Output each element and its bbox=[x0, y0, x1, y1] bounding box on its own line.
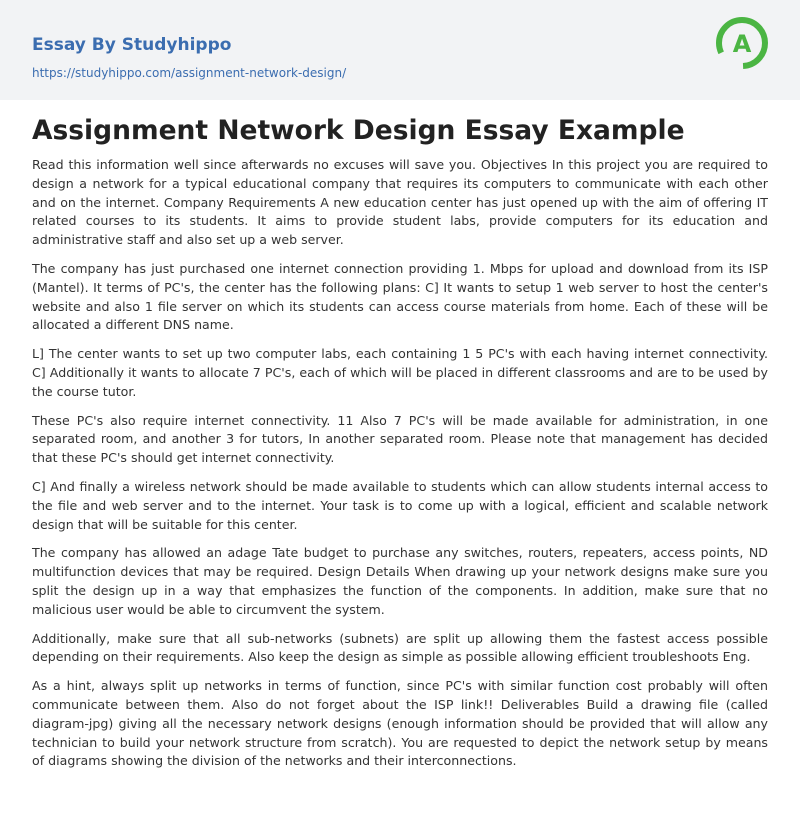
logo-letter: A bbox=[732, 30, 752, 58]
article-paragraph: C] And finally a wireless network should be made available to students which can allow students internal access to the file and web server and to the internet. Your task is to come up with a logical, efficient and scalable network design that will be suitable for this center. bbox=[32, 478, 768, 532]
article-paragraph: L] The center wants to set up two computer labs, each containing 1 5 PC's with each having internet connectivity. C] Additionally it wants to allocate 7 PC's, each of which will be placed in different classrooms and are to be used by the course tutor. bbox=[32, 346, 768, 399]
article-paragraph: The company has just purchased one internet connection providing 1. Mbps for upload and download from its ISP (Mantel). It terms of PC's, the center has the following plans: C] It wants to setup 1 web server to host the center's website and also 1 file server on which its students can access course materials from home. Each of these will be allocated a different DNS name. bbox=[32, 260, 768, 333]
article-paragraph: Additionally, make sure that all sub-networks (subnets) are split up allowing them the fastest access possible depending on their requirements. Also keep the design as simple as possible allowing efficient troubleshoots Eng. bbox=[32, 630, 768, 665]
article-paragraph: These PC's also require internet connectivity. 11 Also 7 PC's will be made available for administration, in one separated room, and another 3 for tutors, In another separated room. Please note that management has decided that these PC's should get internet connectivity. bbox=[32, 412, 768, 466]
article-paragraph: As a hint, always split up networks in terms of function, since PC's with similar function cost probably will often communicate between them. Also do not forget about the ISP link!! Deliverables Build a drawing file (called diagram-jpg) giving all the necessary network designs (enough information should be provided that will allow any technician to build your network structure from scratch). You are requested to depict the network setup by means of diagrams showing the division of the networks and their interconnections. bbox=[32, 678, 768, 769]
site-title[interactable]: Essay By Studyhippo bbox=[32, 35, 232, 55]
page-title: Assignment Network Design Essay Example bbox=[32, 115, 685, 146]
article-content bbox=[0, 100, 800, 771]
source-url-link[interactable]: https://studyhippo.com/assignment-network-design/ bbox=[32, 66, 347, 80]
article-paragraph: Read this information well since afterwards no excuses will save you. Objectives In this project you are required to design a network for a typical educational company that requires its computers to communicate with each other and on the internet. Company Requirements A new education center has just opened up with the aim of offering IT related courses to its students. It aims to provide student labs, provide computers for its education and administrative staff and also set up a web server. bbox=[32, 157, 768, 248]
site-header bbox=[0, 0, 800, 100]
studyhippo-logo-icon[interactable] bbox=[714, 15, 770, 71]
article-paragraph: The company has allowed an adage Tate budget to purchase any switches, routers, repeaters, access points, ND multifunction devices that may be required. Design Details When drawing up your network designs make sure you split the design up in a way that emphasizes the function of the components. In addition, make sure that no malicious user would be able to circumvent the system. bbox=[32, 545, 768, 617]
